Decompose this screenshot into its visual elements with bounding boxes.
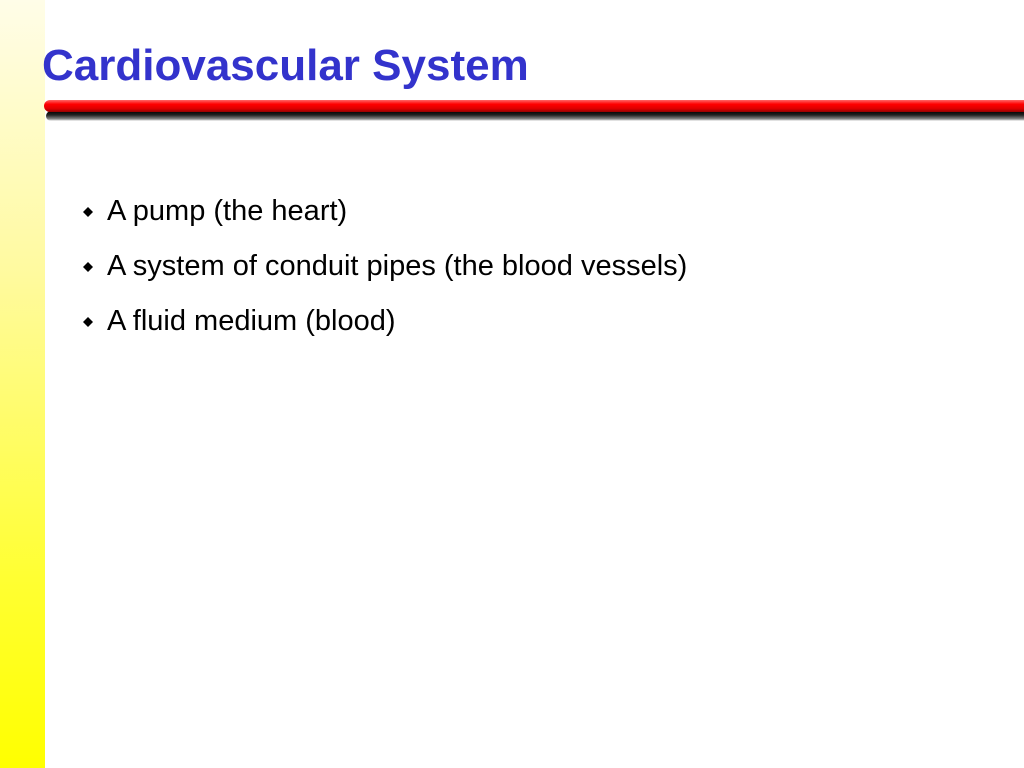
slide-title: Cardiovascular System — [42, 41, 529, 90]
title-underline-rule — [44, 100, 1024, 124]
rule-shadow — [46, 111, 1024, 121]
diamond-icon — [83, 317, 93, 327]
bullet-text: A system of conduit pipes (the blood vessels) — [107, 250, 688, 282]
side-accent-bar — [0, 0, 45, 768]
diamond-icon — [83, 262, 93, 272]
bullet-item — [80, 294, 687, 349]
bullet-item — [80, 239, 687, 294]
bullet-item — [80, 184, 687, 239]
diamond-icon — [83, 207, 93, 217]
bullet-text: A fluid medium (blood) — [107, 305, 396, 337]
bullet-list — [80, 184, 687, 349]
rule-bar — [44, 100, 1024, 112]
bullet-text: A pump (the heart) — [107, 195, 348, 227]
